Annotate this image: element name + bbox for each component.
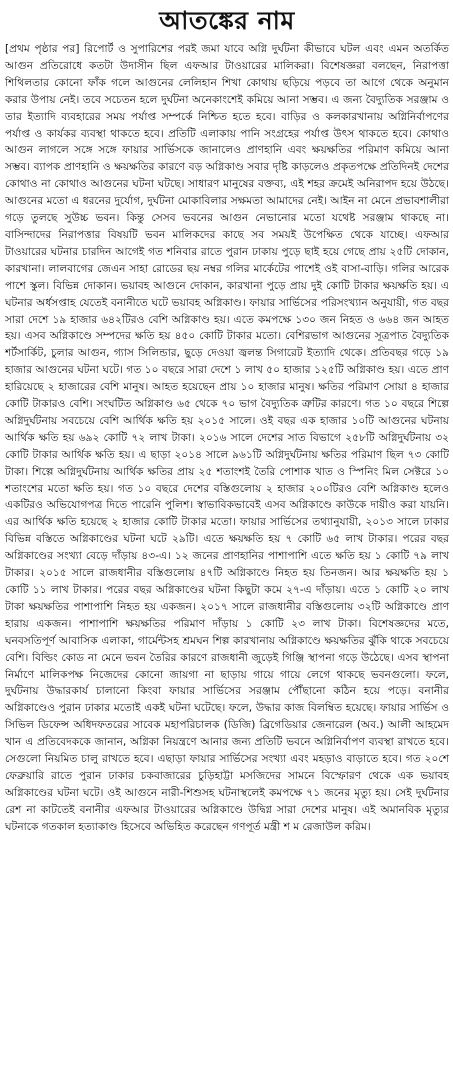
article-body	[5, 41, 449, 836]
article-body-text: রিপোর্ট ও সুপারিশের পরই জমা যাবে অগ্নি দুর্ঘটনা কীভাবে ঘটল এবং এমন অতর্কিত আগুন প্রতিরোধে কতটা উদাসীন ছিল এফআর টাওয়ারের মালিকরা। বিশেষজ্ঞরা বলছেন, নিরাপত্তা শিথিলতার কোনো ফাঁক গলে আগুনের লেলিহান শিখা কোথায় ছড়িয়ে পড়বে তা আগে থেকে অনুমান করার উপায় নেই। তবে সচেতন হলে দুর্ঘটনা অনেকাংশেই কমিয়ে আনা সম্ভব। এ জন্য বৈদ্যুতিক সরঞ্জাম ও তার ইত্যাদি ব্যবহারের সময় পর্যাপ্ত সম্পর্কে নিশ্চিত হতে হবে। বাড়ির ও কলকারখানায় অগ্নিনির্বাপণের পর্যাপ্ত ও কার্যকর ব্যবস্থা থাকতে হবে। প্রতিটি এলাকায় পানি সংগ্রহের পর্যাপ্ত উৎস থাকতে হবে। কোথাও আগুন লাগলে সঙ্গে সঙ্গে ফায়ার সার্ভিসকে জানালেও প্রাণহানি এবং ক্ষয়ক্ষতির পরিমাণ কমিয়ে আনা সম্ভব। ব্যাপক প্রাণহানি ও ক্ষয়ক্ষতির কারণে বড় অগ্নিকাণ্ড সবার দৃষ্টি কাড়লেও প্রকৃতপক্ষে প্রতিদিনই দেশের কোথাও না কোথাও আগুনের ঘটনা ঘটছে। সাধারণ মানুষের বক্তব্য, এই শহর ক্রমেই অনিরাপদ হয়ে উঠছে। আগুনের মতো এ ধরনের দুর্যোগ, দুর্ঘটনা মোকাবিলার সক্ষমতা আমাদের নেই। আইন না মেনে প্রভাবশালীরা গড়ে তুলছে সুউচ্চ ভবন। কিন্তু সেসব ভবনের আগুন নেভানোর মতো যথেষ্ট সরঞ্জাম থাকছে না। বাসিন্দাদের নিরাপত্তার বিষয়টি ভবন মালিকদের কাছে সব সময়ই উপেক্ষিত থেকে যাচ্ছে। এফআর টাওয়ারের ঘটনার চারদিন আগেই গত শনিবার রাতে পুরান ঢাকায় পুড়ে ছাই হয়ে গেছে প্রায় ২৫টি দোকান, কারখানা। লালবাগের জেএন সাহা রোডের ছয় নম্বর গলির মার্কেটের পাশেই ওই বাসা-বাড়ি। গলির আরেক পাশে স্কুল। বিভিন্ন দোকান। ভয়াবহ আগুনে দোকান, কারখানা পুড়ে প্রায় দুই কোটি টাকার ক্ষয়ক্ষতি হয়। এ ঘটনার অর্ধসপ্তাহ যেতেই বনানীতে ঘটে ভয়াবহ অগ্নিকাণ্ড। ফায়ার সার্ভিসের পরিসংখ্যান অনুযায়ী, গত বছর সারা দেশে ১৯ হাজার ৬৪২টিরও বেশি অগ্নিকাণ্ড হয়। এতে কমপক্ষে ১৩০ জন নিহত ও ৬৬৪ জন আহত হয়। এসব অগ্নিকাণ্ডে সম্পদের ক্ষতি হয় ৪৫০ কোটি টাকার মতো। বেশিরভাগ আগুনের সূত্রপাত বৈদ্যুতিক শর্টসার্কিট, চুলার আগুন, গ্যাস সিলিন্ডার, ছুড়ে দেওয়া জ্বলন্ত সিগারেট ইত্যাদি থেকে। প্রতিবছর গড়ে ১৯ হাজার আগুনের ঘটনা ঘটে। গত ১০ বছরে সারা দেশে ১ লাখ ৫০ হাজার ১২৫টি অগ্নিকাণ্ড হয়। এতে প্রাণ হারিয়েছে ২ হাজারের বেশি মানুষ। আহত হয়েছেন প্রায় ১০ হাজার মানুষ। ক্ষতির পরিমাণ সোয়া ৪ হাজার কোটি টাকারও বেশি। সংঘটিত অগ্নিকাণ্ড ৬৫ থেকে ৭০ ভাগ বৈদ্যুতিক ত্রুটির কারণে। গত ১০ বছরে শিল্পে অগ্নিদুর্ঘটনায় সবচেয়ে বেশি আর্থিক ক্ষতি হয় ২০১৫ সালে। ওই বছর এক হাজার ১০টি আগুনের ঘটনায় আর্থিক ক্ষতি হয় ৬৯২ কোটি ৭২ লাখ টাকা। ২০১৬ সালে দেশের সাত বিভাগে ২৫৮টি অগ্নিদুর্ঘটনায় ৩২ কোটি টাকার আর্থিক ক্ষতি হয়। এ ছাড়া ২০১৪ সালে ৯৬১টি অগ্নিদুর্ঘটনায় ক্ষতির পরিমাণ ছিল ৭৩ কোটি টাকা। শিল্পে অগ্নিদুর্ঘটনায় আর্থিক ক্ষতির প্রায় ২৫ শতাংশই তৈরি পোশাক খাত ও স্পিনিং মিল সেক্টরে ১০ শতাংশের মতো ক্ষতি হয়। গত ১০ বছরে দেশের বস্তিগুলোয় ২ হাজার ২০০টিরও বেশি অগ্নিকাণ্ড হলেও একটিরও অভিযোগপত্র দিতে পারেনি পুলিশ। স্বাভাবিকভাবেই এসব অগ্নিকাণ্ডে কাউকে দায়ীও করা যায়নি। এর আর্থিক ক্ষতি হয়েছে ২ হাজার কোটি টাকার মতো। ফায়ার সার্ভিসের তথ্যানুযায়ী, ২০১৩ সালে ঢাকার বিভিন্ন বস্তিতে অগ্নিকাণ্ডের ঘটনা ঘটে ২৯টি। এতে ক্ষয়ক্ষতি হয় ৭ কোটি ৬৫ লাখ টাকার। পরের বছর অগ্নিকাণ্ডের সংখ্যা বেড়ে দাঁড়ায় ৪৩-এ। ১২ জনের প্রাণহানির পাশাপাশি এতে ক্ষতি হয় ১ কোটি ৭৯ লাখ টাকার। ২০১৫ সালে রাজধানীর বস্তিগুলোয় ৪৭টি অগ্নিকাণ্ডে নিহত হয় তিনজন। আর ক্ষয়ক্ষতি হয় ১ কোটি ১১ লাখ টাকার। পরের বছর অগ্নিকাণ্ডের ঘটনা কিছুটা কমে ২৭-এ দাঁড়ায়। এতে ১ কোটি ২০ লাখ টাকা ক্ষয়ক্ষতির পাশাপাশি নিহত হয় একজন। ২০১৭ সালে রাজধানীর বস্তিগুলোয় ৩২টি অগ্নিকাণ্ডে প্রাণ হারায় একজন। পাশাপাশি ক্ষয়ক্ষতির পরিমাণ দাঁড়ায় ১ কোটি ২৩ লাখ টাকা। বিশেষজ্ঞদের মতে, ঘনবসতিপূর্ণ আবাসিক এলাকা, গার্মেন্টসহ শ্রমঘন শিল্প কারখানায় অগ্নিকাণ্ডে ক্ষয়ক্ষতির ঝুঁকি থাকে সবচেয়ে বেশি। বিল্ডিং কোড না মেনে ভবন তৈরির কারণে রাজধানী জুড়েই গিঞ্জি স্থাপনা গড়ে উঠেছে। এসব স্থাপনা নির্মাণে মালিকপক্ষ নিজেদের কোনো জায়গা না ছাড়ায় গায়ে গায়ে লেগে থাকছে ভবনগুলো। ফলে, দুর্ঘটনায় উদ্ধারকার্য চালানো কিংবা ফায়ার সার্ভিসের সরঞ্জাম পৌঁছানো কঠিন হয়ে পড়ে। বনানীর অগ্নিকাণ্ডেও পুরান ঢাকার মতোই একই ঘটনা ঘটেছে। ফলে, উদ্ধার কাজ বিলম্বিত হয়েছে। ফায়ার সার্ভিস ও সিভিল ডিফেন্স অধিদফতরের সাবেক মহাপরিচালক (ডিজি) ব্রিগেডিয়ার জেনারেল (অব.) আলী আহমেদ খান এ প্রতিবেদককে জানান, অগ্নিকা নিয়ন্ত্রণে আনার জন্য প্রতিটি ভবনে অগ্নিনির্বাপণ ব্যবস্থা রাখতে হবে। সেগুলো নিয়মিত চালু রাখতে হবে। এছাড়া ফায়ার সার্ভিসের সংখ্যা এবং মহড়াও বাড়াতে হবে। গত ২০শে ফেব্রুয়ারি রাতে পুরান ঢাকার চকবাজারের চুড়িহাট্টা মসজিদের সামনে বিস্ফোরণ থেকে এক ভয়াবহ অগ্নিকাণ্ডের ঘটনা ঘটে। ওই আগুনে নারী-শিশুসহ ঘটনাস্থলেই কমপক্ষে ৭১ জনের মৃত্যু হয়। সেই দুর্ঘটনার রেশ না কাটতেই বনানীর এফআর টাওয়ারের অগ্নিকাণ্ডে উদ্বিগ্ন সারা দেশের মানুষ। এই অমানবিক মৃত্যুর ঘটনাকে গতকাল হত্যাকাণ্ড হিসেবে অভিহিত করেছেন গণপূর্ত মন্ত্রী শ ম রেজাউল করিম।	[5, 43, 449, 833]
article-headline: আতঙ্কের নাম	[159, 6, 295, 35]
continuation-marker: [প্রথম পৃষ্ঠার পর]	[5, 43, 80, 55]
